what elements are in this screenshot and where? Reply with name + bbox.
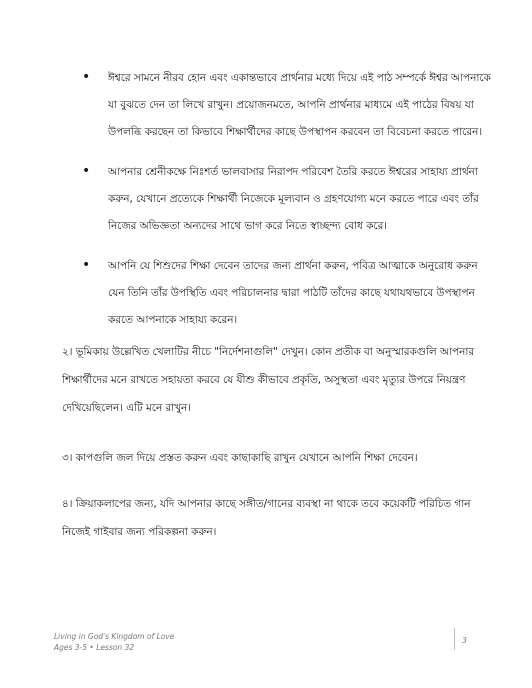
bullet-2-line-2: করুন, যেখানে প্রত্যেকে শিক্ষার্থী নিজেকে মূল্যবান ও গ্রহণযোগ্য মনে করতে পারে এবং তাঁর [108, 193, 479, 205]
item-2-line-3: দেখিয়েছিলেন। এটি মনে রাখুন। [62, 402, 191, 414]
bullet-3-line-3: করতে আপনাকে সাহায্য করেন। [108, 314, 238, 326]
item-3-line-1: ৩। কাপগুলি জল দিয়ে প্রস্তত করুন এবং কাছাকাছি রাখুন যেখানে আপনি শিক্ষা দেবেন। [62, 452, 418, 464]
bullet-3-line-2: যেন তিনি তাঁর উপস্থিতি এবং পরিচালনার দ্বারা পাঠটি তাঁদের কাছে যথাযথভাবে উপস্থাপন [108, 287, 475, 299]
item-4-line-1: ৪। ক্রিয়াকলাপের জন্য, যদি আপনার কাছে সঙ্গীত/গানের ব্যবস্থা না থাকে তবে কয়েকটি পরিচিত গান [62, 498, 471, 510]
bullet-marker: • [82, 163, 91, 179]
item-4-line-2: নিজেই গাইবার জন্য পরিকল্পনা করুন। [62, 526, 217, 538]
bullet-2-line-3: নিজের অভিজ্ঞতা অন্যদের সাথে ভাগ করে নিতে স্বাচ্ছন্দ্য বোধ করে। [108, 220, 388, 232]
bullet-3-line-1: আপনি যে শিশুদের শিক্ষা দেবেন তাদের জন্য প্রার্থনা করুন, পবিত্র আত্মাকে অনুরোধ করুন [108, 260, 478, 272]
footer-divider [454, 628, 455, 650]
item-2-line-2: শিক্ষার্থীদের মনে রাখতে সহায়তা করবে যে যীশু কীভাবে প্রকৃতি, অসুস্থতা এবং মৃত্যুর উপরে নিয়ন্ত্রণ [62, 374, 466, 386]
bullet-marker: • [82, 69, 91, 85]
page-number: 3 [462, 636, 467, 645]
item-2-line-1: ২। ভূমিকায় উল্লেখিত খেলাটির নীচে "নির্দেশনাগুলি" দেখুন। কোন প্রতীক বা অনুস্মারকগুলি আপনার [62, 346, 475, 358]
bullet-1-line-3: উপলব্ধি করছেন তা কিভাবে শিক্ষার্থীদের কাছে উপস্থাপন করবেন তা বিবেচনা করতে পারেন। [108, 126, 483, 138]
footer-subtitle: Ages 3-5 • Lesson 32 [54, 643, 135, 652]
bullet-1-line-1: ঈশ্বরে সামনে নীরব হোন এবং একান্তভাবে প্রার্থনার মধ্যে দিয়ে এই পাঠ সম্পর্কে ঈশ্বর আপনাকে [108, 72, 491, 84]
bullet-2-line-1: আপনার শ্রেনীকক্ষে নিঃশর্ত ভালবাসার নিরাপদ পরিবেশ তৈরি করতে ঈশ্বরের সাহায্য প্রার্থনা [108, 166, 478, 178]
bullet-marker: • [82, 257, 91, 273]
footer-title: Living in God's Kingdom of Love [54, 632, 175, 641]
bullet-1-line-2: যা বুঝতে দেন তা লিখে রাখুন। প্রয়োজনমতে, আপনি প্রার্থনার মাধ্যমে এই পাঠের বিষয় যা [108, 99, 474, 111]
